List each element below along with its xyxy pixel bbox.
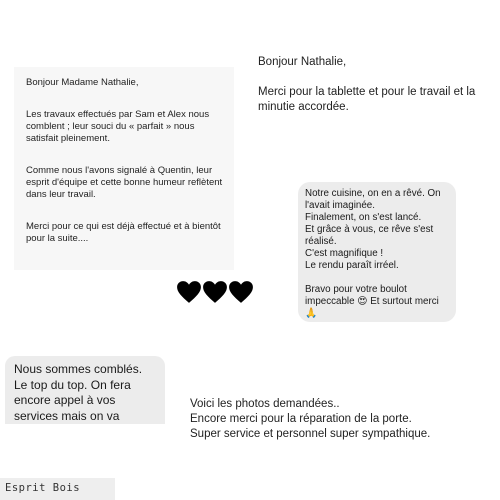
message-c-closing: Bravo pour votre boulot impeccable 😍 Et surtout merci 🙏	[305, 284, 439, 319]
message-text-photos: Voici les photos demandées.. Encore merci pour la réparation de la porte. Super service et personnel super sympathique.	[190, 398, 431, 440]
message-b-greeting: Bonjour Nathalie,	[258, 56, 347, 68]
heart-eyes-emoji-icon: 😍	[357, 296, 368, 307]
praying-hands-emoji-icon: 🙏	[305, 308, 318, 319]
black-heart-icon	[176, 280, 202, 304]
message-a-paragraph-2: Comme nous l'avons signalé à Quentin, leur esprit d'équipe et cette bonne humeur reflètent dans leur travail.	[26, 165, 223, 200]
message-b-body: Merci pour la tablette et pour le travail et la minutie accordée.	[258, 86, 476, 113]
message-card-formal	[14, 67, 234, 270]
black-heart-icon	[202, 280, 228, 304]
message-text-tablet-thanks	[258, 55, 488, 130]
message-a-paragraph-3: Merci pour ce qui est déjà effectué et à bientôt pour la suite....	[26, 221, 221, 244]
chat-bubble-kitchen	[298, 182, 456, 322]
message-c-lines: Notre cuisine, on en a rêvé. On l'avait imaginée. Finalement, on s'est lancé. Et grâce à vous, ce rêve s'est réalisé. C'est magnifique ! Le rendu paraît irréel.	[305, 188, 441, 271]
message-a-paragraph-1: Les travaux effectués par Sam et Alex nous comblent ; leur souci du « parfait » nous satisfait pleinement.	[26, 109, 210, 144]
chat-bubble-comblés: Nous sommes comblés. Le top du top. On fera encore appel à vos services mais on va	[5, 356, 165, 424]
hearts-row	[176, 280, 254, 304]
black-heart-icon	[228, 280, 254, 304]
brand-signature: Esprit Bois	[0, 478, 115, 500]
message-a-greeting: Bonjour Madame Nathalie,	[26, 77, 139, 88]
